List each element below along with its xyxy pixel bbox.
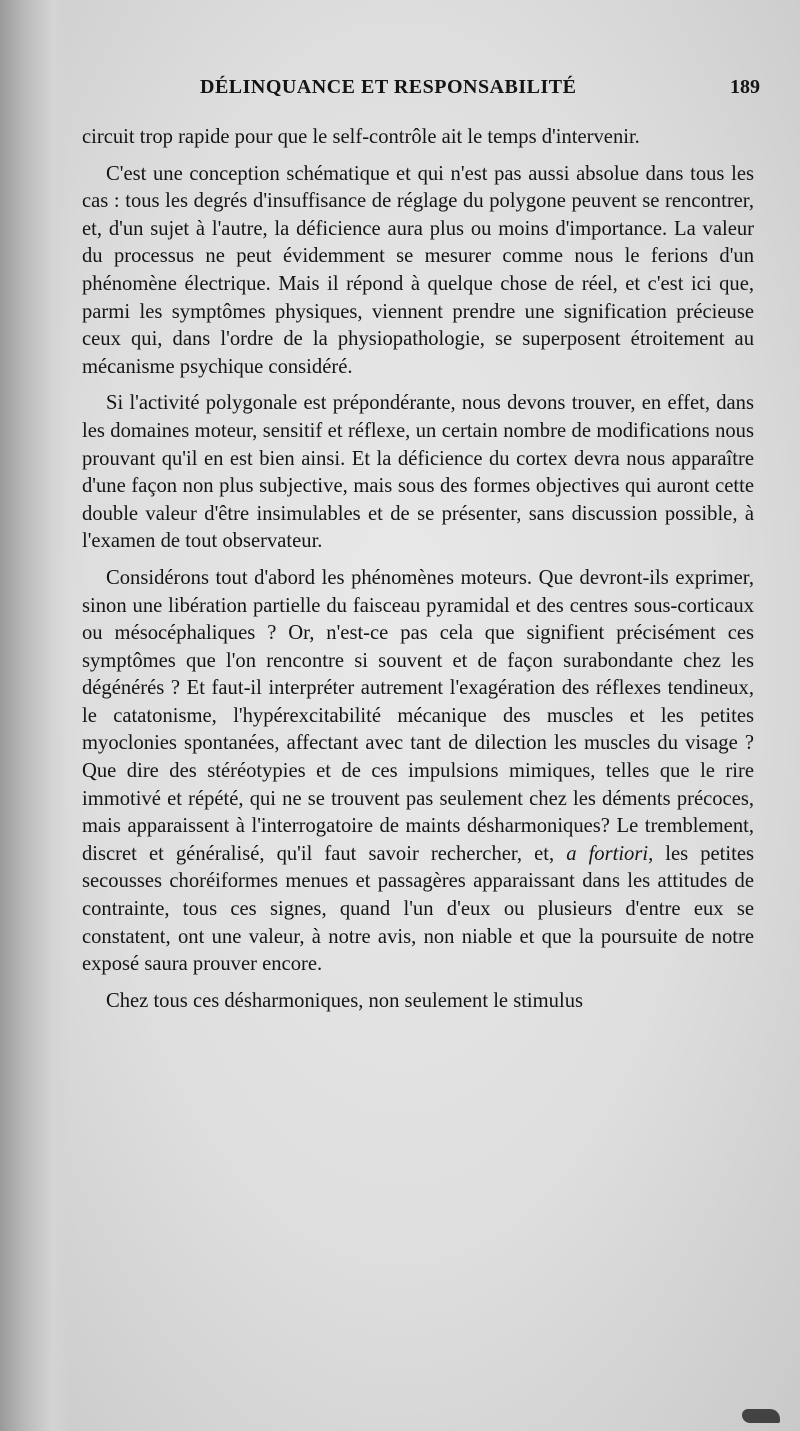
page-spine-shadow [0, 0, 70, 1431]
paragraph-1: circuit trop rapide pour que le self-contrôle ait le temps d'intervenir. [82, 126, 640, 148]
page-header [80, 76, 760, 106]
paragraph-4-part-1: Considérons tout d'abord les phénomènes moteurs. Que devront-ils exprimer, sinon une libération partielle du faisceau pyramidal et des centres sous-corticaux ou mésocéphaliques ? Or, n'est-ce pas cela que signifient précisément ces symptômes que l'on rencontre si souvent et de façon surabondante chez les dégénérés ? Et faut-il interpréter autrement l'exagération des réflexes tendineux, le catatonisme, l'hypérexcitabilité mécanique des muscles et les petites myoclonies spontanées, affectant avec tant de dilection les muscles du visage ? Que dire des stéréotypies et de ces impulsions mimiques, telles que le rire immotivé et répété, qui ne se trouvent pas seulement chez les déments précoces, mais apparaissent à l'interrogatoire de maints désharmoniques? Le tremblement, discret et généralisé, qu'il faut savoir rechercher, et, [82, 566, 754, 865]
page-number: 189 [730, 76, 760, 98]
paragraph-3: Si l'activité polygonale est prépondérante, nous devons trouver, en effet, dans les domaines moteur, sensitif et réflexe, un certain nombre de modifications nous prouvant qu'il en est bien ainsi. Et la déficience du cortex devra nous apparaître d'une façon non plus subjective, mais sous des formes objectives qui auront cette double valeur d'être insimulables et de se présenter, sans discussion possible, à l'examen de tout observateur. [82, 392, 754, 553]
paragraph-2: C'est une conception schématique et qui n'est pas aussi absolue dans tous les cas : tous les degrés d'insuffisance de réglage du polygone peuvent se rencontrer, et, d'un sujet à l'autre, la déficience aura plus ou moins d'importance. La valeur du processus ne peut évidemment se mesurer comme nous le ferions d'un phénomène électrique. Mais il répond à quelque chose de réel, et c'est ici que, parmi les symptômes physiques, viennent prendre une signification précieuse ceux qui, dans l'ordre de la physiopathologie, se superposent étroitement au mécanisme psychique considéré. [82, 162, 754, 378]
paragraph-4-italic: a fortiori, [566, 842, 654, 865]
paragraph-5: Chez tous ces désharmoniques, non seulement le stimulus [106, 989, 584, 1012]
body-text [82, 124, 754, 1015]
paragraph-4-part-2: les petites secousses choréiformes menues et passagères apparaissant dans les attitudes de contrainte, tous ces signes, quand l'un d'eux ou plusieurs d'entre eux se constatent, ont une valeur, à notre avis, non niable et que la poursuite de notre exposé saura prouver encore. [82, 842, 754, 976]
paragraph-4 [82, 565, 754, 979]
running-title: DÉLINQUANCE ET RESPONSABILITÉ [200, 76, 577, 98]
ink-smudge [742, 1409, 780, 1423]
